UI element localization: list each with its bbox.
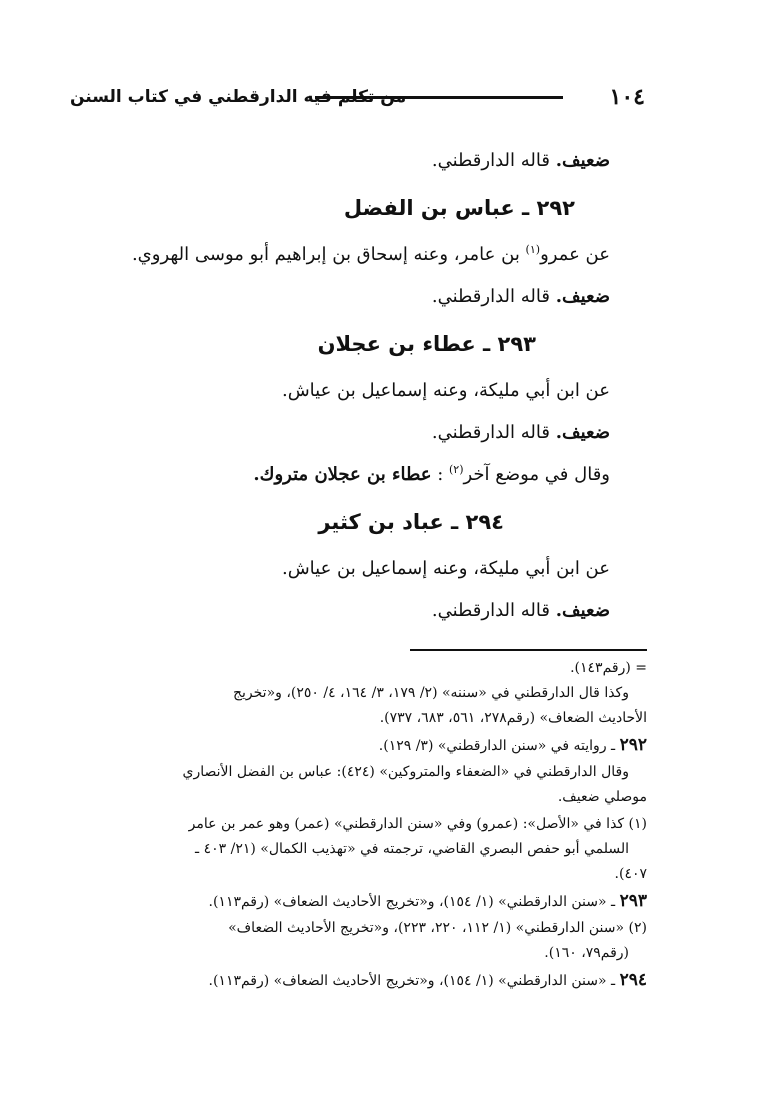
- verdict: ضعيف.: [555, 422, 610, 443]
- entry-292-chain: [90, 234, 610, 276]
- entry-293-other-quote: [90, 454, 610, 496]
- footnote-294: [77, 968, 647, 993]
- entry-292-verdict-line: [90, 276, 610, 318]
- verdict: ضعيف.: [555, 600, 610, 621]
- footnote-293: [77, 889, 647, 914]
- quote-colon: :: [431, 464, 449, 485]
- footnote-line: وكذا قال الدارقطني في «سننه» (٢/ ١٧٩، ٣/ ١٦٤، ٤/ ٢٥٠)، و«تخريج: [232, 685, 629, 701]
- footnote-entry-number: ٢٩٢: [619, 735, 647, 755]
- entry-294-title: ٢٩٤ ـ عباد بن كثير: [318, 510, 504, 534]
- footnote-entry-number: ٢٩٣: [619, 891, 647, 911]
- entry-294-verdict-line: [90, 590, 610, 632]
- entry-294-chain: عن ابن أبي مليكة، وعنه إسماعيل بن عياش.: [281, 558, 610, 579]
- entry-293-verdict-line: [90, 412, 610, 454]
- footnote-line: السلمي أبو حفص البصري القاضي، ترجمته في «تهذيب الكمال» (٢١/ ٤٠٣ ـ: [195, 841, 629, 857]
- footnote-marker-1: (١): [525, 243, 541, 256]
- verdict: ضعيف.: [555, 286, 610, 307]
- footnote-entry-number: ٢٩٤: [619, 970, 647, 990]
- page-number: ١٠٤: [609, 84, 645, 110]
- footnote-continuation: = (رقم١٤٣).: [570, 660, 647, 676]
- footnote-text: ـ «سنن الدارقطني» (١/ ١٥٤)، و«تخريج الأحاديث الضعاف» (رقم١١٣).: [208, 973, 620, 989]
- attribution: قاله الدارقطني.: [431, 286, 556, 307]
- chain-text: بن عامر، وعنه إسحاق بن إبراهيم أبو موسى الهروي.: [131, 244, 526, 265]
- verdict: ضعيف.: [555, 150, 610, 171]
- footnote-292: [77, 733, 647, 758]
- footnote-marker-2: (٢): [448, 463, 464, 476]
- footnote-line: موصلي ضعيف.: [557, 789, 647, 805]
- quote-text: عطاء بن عجلان متروك.: [253, 464, 432, 485]
- chain-text: عن عمرو: [540, 244, 610, 265]
- quote-intro: وقال في موضع آخر: [463, 464, 610, 485]
- page-header: [70, 82, 645, 112]
- footnotes: [77, 656, 647, 993]
- running-title: من تكلم فيه الدارقطني في كتاب السنن: [70, 87, 407, 107]
- entry-292-title: ٢٩٢ ـ عباس بن الفضل: [343, 196, 575, 220]
- footnote-1: (١) كذا في «الأصل»: (عمرو) وفي «سنن الدارقطني» (عمر) وهو عمر بن عامر: [188, 816, 647, 832]
- footnote-text: ـ روايته في «سنن الدارقطني» (٣/ ١٢٩).: [378, 738, 620, 754]
- footnote-line: ٤٠٧).: [614, 866, 647, 882]
- attribution: قاله الدارقطني.: [431, 150, 556, 171]
- entry-293-chain: عن ابن أبي مليكة، وعنه إسماعيل بن عياش.: [281, 380, 610, 401]
- footnote-separator: [410, 649, 647, 651]
- intro-verdict-line: [90, 140, 610, 182]
- footnote-text: ـ «سنن الدارقطني» (١/ ١٥٤)، و«تخريج الأحاديث الضعاف» (رقم١١٣).: [208, 894, 620, 910]
- footnote-2: (٢) «سنن الدارقطني» (١/ ١١٢، ٢٢٠، ٢٢٣)، و«تخريج الأحاديث الضعاف»: [228, 920, 647, 936]
- footnote-line: (رقم٧٩، ١٦٠).: [544, 945, 629, 961]
- footnote-line: الأحاديث الضعاف» (رقم٢٧٨، ٥٦١، ٦٨٣، ٧٣٧).: [379, 710, 647, 726]
- attribution: قاله الدارقطني.: [431, 422, 556, 443]
- entry-293-title: ٢٩٣ ـ عطاء بن عجلان: [317, 332, 536, 356]
- attribution: قاله الدارقطني.: [431, 600, 556, 621]
- footnote-line: وقال الدارقطني في «الضعفاء والمتروكين» (٤٢٤): عباس بن الفضل الأنصاري: [182, 764, 629, 780]
- main-text: [90, 140, 610, 632]
